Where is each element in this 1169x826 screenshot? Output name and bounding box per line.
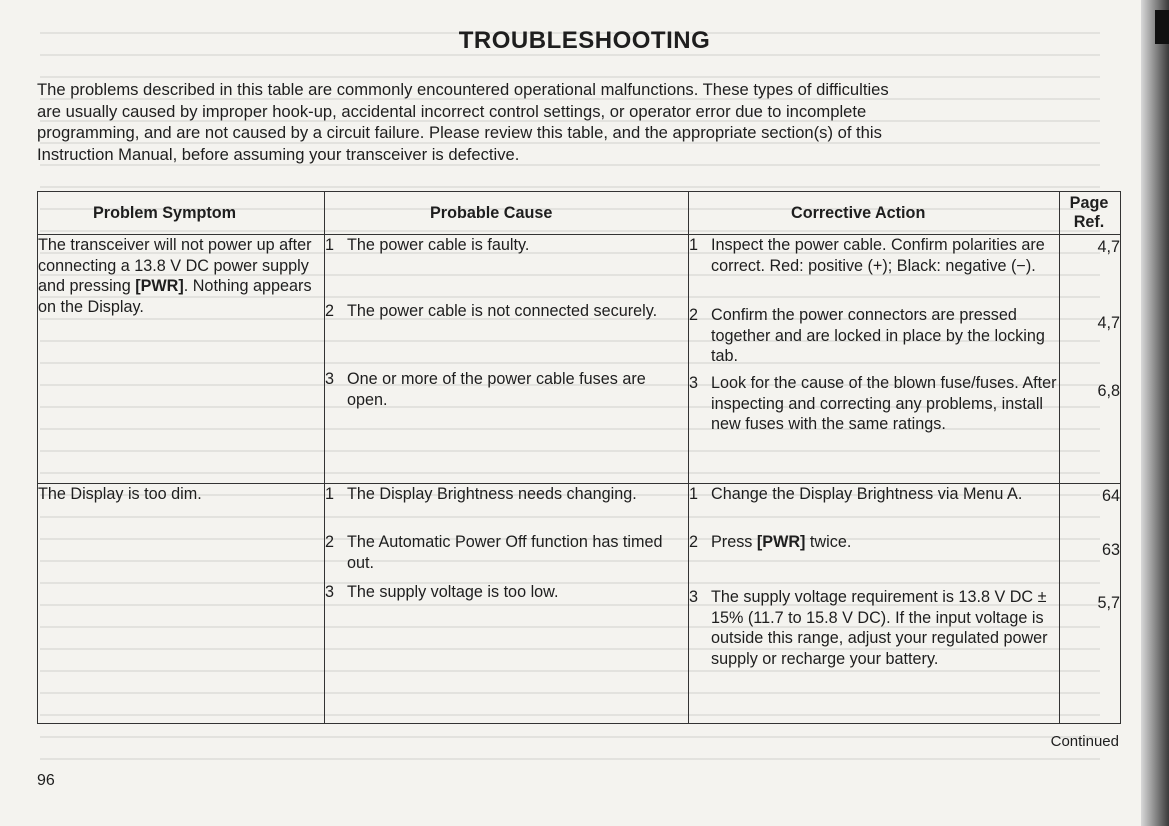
table-row (38, 235, 1121, 484)
cause-item (325, 235, 688, 301)
page-ref: 4,7 (1097, 314, 1120, 332)
item-number: 3 (325, 370, 335, 388)
item-number: 1 (689, 485, 699, 503)
action-item (689, 484, 1059, 532)
item-number: 3 (325, 583, 335, 601)
action-item (689, 532, 1059, 587)
header-page-ref (1060, 192, 1121, 235)
item-number: 2 (325, 533, 335, 551)
page-ref-cell (1060, 235, 1121, 484)
cause-item (325, 369, 688, 410)
header-probable-cause: Probable Cause (325, 192, 689, 235)
symptom-text: The transceiver will not power up after connecting a 13.8 V DC power supply and pressing (38, 236, 312, 295)
intro-paragraph (37, 79, 1117, 165)
item-number: 3 (689, 374, 699, 392)
header-ref-label: Ref. (1073, 213, 1105, 231)
symptom-text: . Nothing appears on the Display. (38, 277, 312, 316)
action-item (689, 373, 1059, 435)
symptom-cell (38, 484, 325, 724)
continued-label: Continued (1050, 733, 1119, 750)
symptom-key: [PWR] (135, 277, 184, 295)
item-number: 1 (689, 236, 699, 254)
troubleshooting-table (37, 191, 1121, 724)
cause-text: One or more of the power cable fuses are open. (347, 370, 646, 409)
page-ref-cell (1060, 484, 1121, 724)
page-ref: 5,7 (1097, 594, 1120, 612)
cause-text: The Automatic Power Off function has timed out. (347, 533, 663, 572)
action-text: twice. (805, 533, 852, 551)
table-row (38, 484, 1121, 724)
header-page-label: Page (1069, 194, 1109, 212)
table-header-row (38, 192, 1121, 235)
action-item (689, 235, 1059, 305)
action-text: Inspect the power cable. Confirm polarities are correct. Red: positive (+); Black: negative (−). (711, 236, 1045, 275)
page-ref: 64 (1101, 487, 1120, 505)
cause-text: The power cable is not connected securely. (347, 302, 658, 320)
intro-line: Instruction Manual, before assuming your transceiver is defective. (37, 144, 520, 164)
cause-item (325, 484, 688, 532)
item-number: 2 (689, 533, 699, 551)
item-number: 1 (325, 485, 335, 503)
cause-cell (325, 484, 689, 724)
action-item (689, 305, 1059, 373)
cause-text: The power cable is faulty. (347, 236, 530, 254)
page-right-edge (1141, 0, 1169, 826)
action-text: Confirm the power connectors are pressed together and are locked in place by the locking tab. (711, 306, 1045, 365)
cause-item (325, 582, 688, 603)
action-text: Look for the cause of the blown fuse/fuses. After inspecting and correcting any problems, install new fuses with the same ratings. (711, 374, 1057, 433)
cause-text: The Display Brightness needs changing. (347, 485, 637, 503)
cause-cell (325, 235, 689, 484)
header-problem-symptom: Problem Symptom (38, 192, 325, 235)
page-ref: 63 (1101, 541, 1120, 559)
action-cell (689, 484, 1060, 724)
item-number: 1 (325, 236, 335, 254)
page-title: TROUBLESHOOTING (458, 27, 711, 54)
intro-line: The problems described in this table are commonly encountered operational malfunctions. These types of difficulties (37, 80, 889, 99)
action-cell (689, 235, 1060, 484)
header-corrective-action: Corrective Action (689, 192, 1060, 235)
action-key: [PWR] (756, 533, 806, 551)
item-number: 2 (325, 302, 335, 320)
cause-text: The supply voltage is too low. (347, 583, 559, 601)
item-number: 3 (689, 588, 699, 606)
action-text: Press (711, 533, 757, 551)
item-number: 2 (689, 306, 699, 324)
page-ref: 4,7 (1097, 238, 1120, 256)
action-text: Change the Display Brightness via Menu A. (711, 485, 1023, 503)
page-number: 96 (37, 772, 55, 789)
page-ref: 6,8 (1097, 382, 1120, 400)
cause-item (325, 532, 688, 582)
symptom-text: The Display is too dim. (38, 485, 202, 503)
action-text: The supply voltage requirement is 13.8 V DC ± 15% (11.7 to 15.8 V DC). If the input voltage is outside this range, adjust your regulated power supply or recharge your battery. (711, 588, 1048, 668)
intro-line: programming, and are not caused by a circuit failure. Please review this table, and the appropriate section(s) of this (37, 123, 882, 142)
symptom-cell (38, 235, 325, 484)
action-item (689, 587, 1059, 673)
cause-item (325, 301, 688, 369)
intro-line: are usually caused by improper hook-up, accidental incorrect control settings, or operator error due to incomplete (37, 101, 867, 121)
